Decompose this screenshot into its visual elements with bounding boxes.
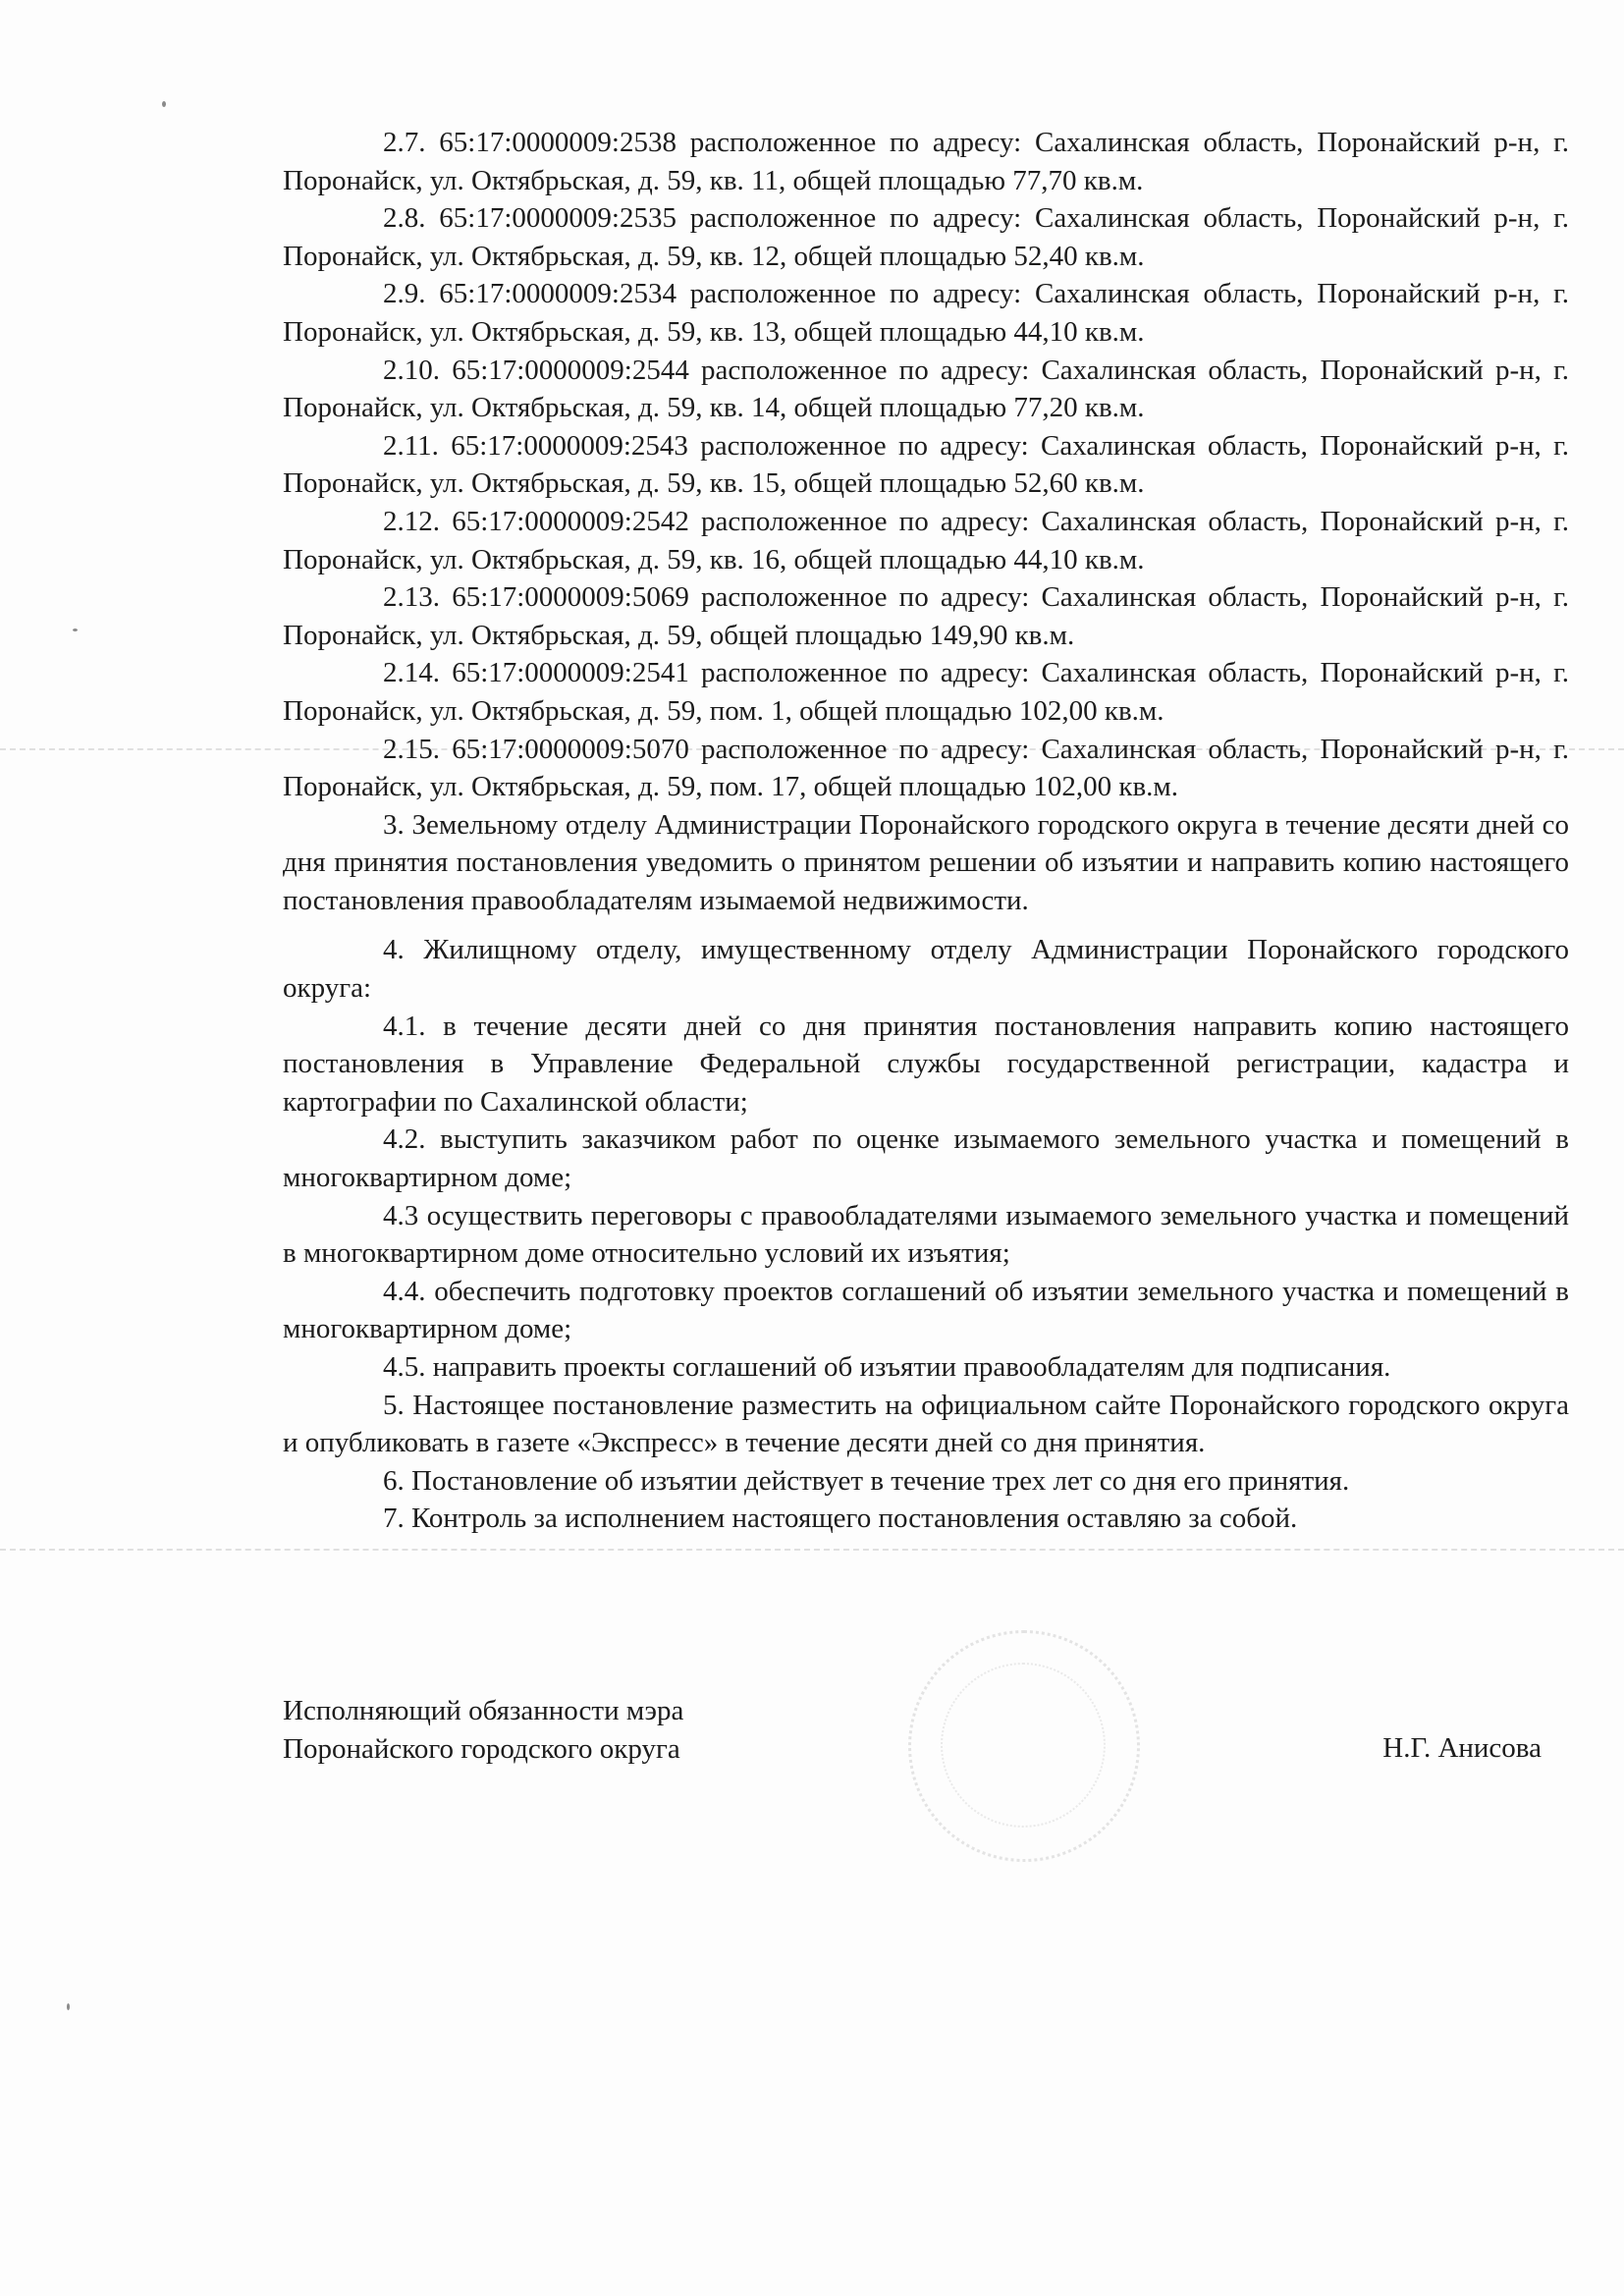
- list-item: 2.9. 65:17:0000009:2534 расположенное по адресу: Сахалинская область, Поронайский р-н, г. Поронайск, ул. Октябрьская, д. 59, кв. 13, общей площадью 44,10 кв.м.: [283, 278, 1569, 348]
- list-item: 2.12. 65:17:0000009:2542 расположенное по адресу: Сахалинская область, Поронайский р-н, г. Поронайск, ул. Октябрьская, д. 59, кв. 16, общей площадью 44,10 кв.м.: [283, 505, 1569, 575]
- paragraph-6: 6. Постановление об изъятии действует в течение трех лет со дня его принятия.: [383, 1464, 1350, 1497]
- list-item: 2.8. 65:17:0000009:2535 расположенное по адресу: Сахалинская область, Поронайский р-н, г. Поронайск, ул. Октябрьская, д. 59, кв. 12, общей площадью 52,40 кв.м.: [283, 202, 1569, 272]
- list-item: 2.13. 65:17:0000009:5069 расположенное по адресу: Сахалинская область, Поронайский р-н, г. Поронайск, ул. Октябрьская, д. 59, общей площадью 149,90 кв.м.: [283, 581, 1569, 651]
- scan-speck: [162, 101, 166, 107]
- scan-speck: [73, 629, 78, 631]
- signatory-name: Н.Г. Анисова: [1382, 1732, 1542, 1764]
- paragraph-7: 7. Контроль за исполнением настоящего постановления оставляю за собой.: [383, 1503, 1298, 1535]
- list-item: 2.7. 65:17:0000009:2538 расположенное по адресу: Сахалинская область, Поронайский р-н, г. Поронайск, ул. Октябрьская, д. 59, кв. 11, общей площадью 77,70 кв.м.: [283, 127, 1569, 196]
- scan-speck: [67, 2003, 70, 2010]
- paragraph-4-4: 4.4. обеспечить подготовку проектов соглашений об изъятии земельного участка и помещений в многоквартирном доме;: [283, 1275, 1569, 1345]
- paragraph-4-1: 4.1. в течение десяти дней со дня принятия постановления направить копию настоящего постановления в Управление Федеральной службы государственной регистрации, кадастра и картографии по Сахалинской области;: [283, 1010, 1569, 1118]
- signatory-organization: Поронайского городского округа: [283, 1732, 680, 1765]
- list-item: 2.11. 65:17:0000009:2543 расположенное по адресу: Сахалинская область, Поронайский р-н, г. Поронайск, ул. Октябрьская, д. 59, кв. 15, общей площадью 52,60 кв.м.: [283, 429, 1569, 500]
- document-body: [283, 124, 1569, 1538]
- list-item: 2.10. 65:17:0000009:2544 расположенное по адресу: Сахалинская область, Поронайский р-н, г. Поронайск, ул. Октябрьская, д. 59, кв. 14, общей площадью 77,20 кв.м.: [283, 354, 1569, 424]
- paragraph-4-2: 4.2. выступить заказчиком работ по оценке изымаемого земельного участка и помещений в многоквартирном доме;: [283, 1123, 1569, 1194]
- list-item: 2.14. 65:17:0000009:2541 расположенное по адресу: Сахалинская область, Поронайский р-н, г. Поронайск, ул. Октябрьская, д. 59, пом. 1, общей площадью 102,00 кв.м.: [283, 657, 1569, 727]
- paragraph-3: 3. Земельному отделу Администрации Поронайского городского округа в течение десяти дней со дня принятия постановления уведомить о принятом решении об изъятии и направить копию настоящего постановления правообладателям изымаемой недвижимости.: [283, 808, 1569, 916]
- signature-block: [283, 1692, 1569, 1768]
- list-item: 2.15. 65:17:0000009:5070 расположенное по адресу: Сахалинская область, Поронайский р-н, г. Поронайск, ул. Октябрьская, д. 59, пом. 17, общей площадью 102,00 кв.м.: [283, 733, 1569, 803]
- paragraph-5: 5. Настоящее постановление разместить на официальном сайте Поронайского городского округа и опубликовать в газете «Экспресс» в течение десяти дней со дня принятия.: [283, 1389, 1569, 1459]
- paragraph-4: 4. Жилищному отделу, имущественному отделу Администрации Поронайского городского округа:: [283, 934, 1569, 1005]
- paragraph-4-3: 4.3 осуществить переговоры с правообладателями изымаемого земельного участка и помещений в многоквартирном доме относительно условий их изъятия;: [283, 1199, 1569, 1270]
- fold-line: [0, 1549, 1624, 1551]
- paragraph-4-5: 4.5. направить проекты соглашений об изъятии правообладателям для подписания.: [383, 1351, 1391, 1383]
- signatory-title: Исполняющий обязанности мэра: [283, 1695, 684, 1726]
